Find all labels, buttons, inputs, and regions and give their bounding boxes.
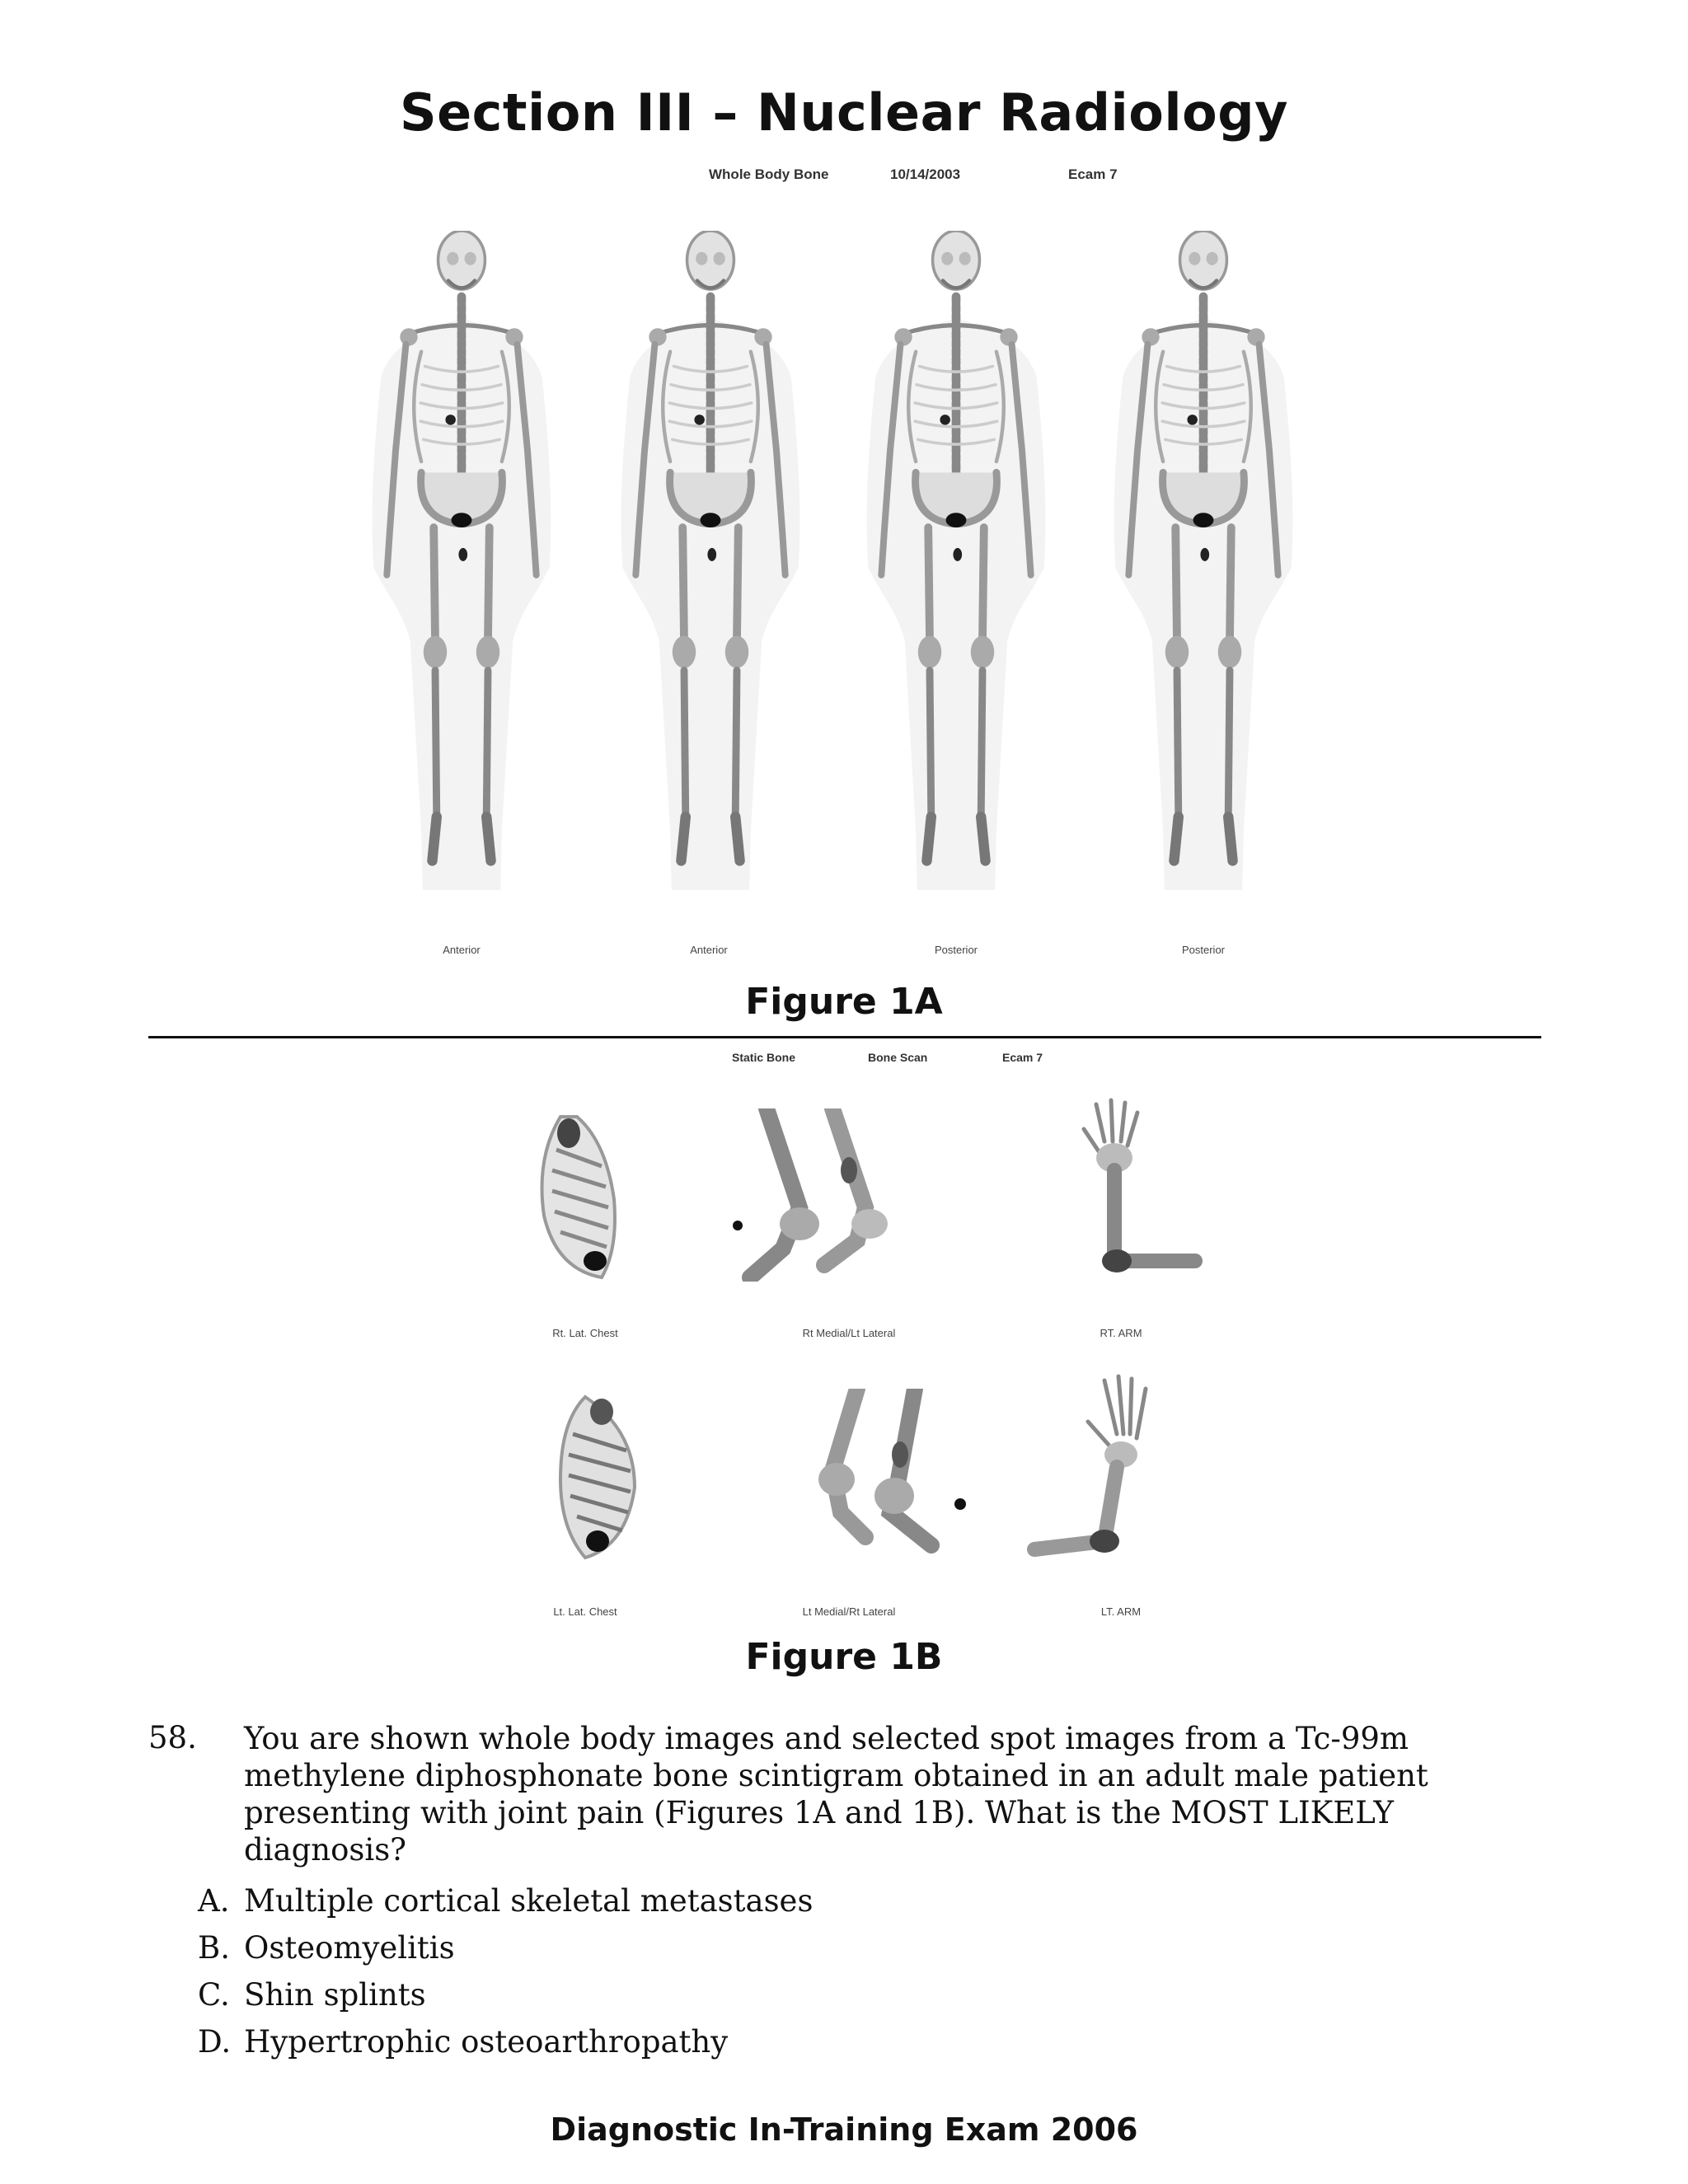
figure-1b-caption: Figure 1B [745, 1636, 943, 1678]
rt-lat-chest-image [528, 1108, 651, 1282]
choice-text: Osteomyelitis [244, 1930, 455, 1966]
answer-choice-b [198, 1930, 455, 1966]
lt-medial-rt-lateral-image [791, 1389, 997, 1562]
fig1a-header-date: 10/14/2003 [890, 166, 961, 182]
question-text: You are shown whole body images and selected spot images from a Tc-99m methylene diphosphonate bone scintigram obtained in an adult male patient presenting with joint pain (Figures 1A and 1B). What is the MOST LIKELY diagnosis? [244, 1721, 1428, 1868]
fig1b-header-type: Bone Scan [868, 1051, 928, 1064]
spot-label: Rt Medial/Lt Lateral [802, 1327, 896, 1339]
choice-letter: A. [198, 1883, 230, 1919]
answer-choice-a [198, 1883, 813, 1919]
choice-letter: B. [198, 1930, 230, 1966]
whole-body-posterior-2-image [1104, 231, 1302, 890]
whole-body-posterior-1-image [857, 231, 1055, 890]
choice-letter: C. [198, 1977, 230, 2013]
view-label: Anterior [443, 944, 481, 956]
choice-text: Hypertrophic osteoarthropathy [244, 2024, 729, 2060]
view-label: Posterior [1181, 944, 1226, 956]
page-footer: Diagnostic In-Training Exam 2006 [550, 2111, 1138, 2148]
fig1a-header-label: Whole Body Bone [709, 166, 829, 182]
view-label: Anterior [690, 944, 728, 956]
rt-arm-image [1080, 1096, 1203, 1286]
lt-lat-chest-image [536, 1389, 651, 1562]
fig1a-header-camera: Ecam 7 [1068, 166, 1118, 182]
lt-arm-image [1026, 1372, 1158, 1578]
choice-text: Shin splints [244, 1977, 426, 2013]
spot-label: LT. ARM [1100, 1605, 1142, 1618]
answer-choice-c [198, 1977, 426, 2013]
page-title: Section III – Nuclear Radiology [399, 82, 1289, 143]
rt-medial-lt-lateral-image [717, 1108, 923, 1282]
fig1b-header-camera: Ecam 7 [1002, 1051, 1043, 1064]
spot-label: Rt. Lat. Chest [552, 1327, 618, 1339]
choice-letter: D. [198, 2024, 232, 2060]
choice-text: Multiple cortical skeletal metastases [244, 1883, 814, 1919]
spot-label: RT. ARM [1100, 1327, 1142, 1339]
whole-body-anterior-1-image [363, 231, 560, 890]
spot-label: Lt. Lat. Chest [553, 1605, 617, 1618]
fig1b-header-label: Static Bone [732, 1051, 796, 1064]
question-number: 58. [148, 1720, 197, 1755]
spot-label: Lt Medial/Rt Lateral [802, 1605, 896, 1618]
section-divider [148, 1036, 1541, 1038]
view-label: Posterior [934, 944, 978, 956]
figure-1a-caption: Figure 1A [745, 981, 943, 1023]
whole-body-anterior-2-image [612, 231, 809, 890]
answer-choice-d [198, 2024, 728, 2060]
